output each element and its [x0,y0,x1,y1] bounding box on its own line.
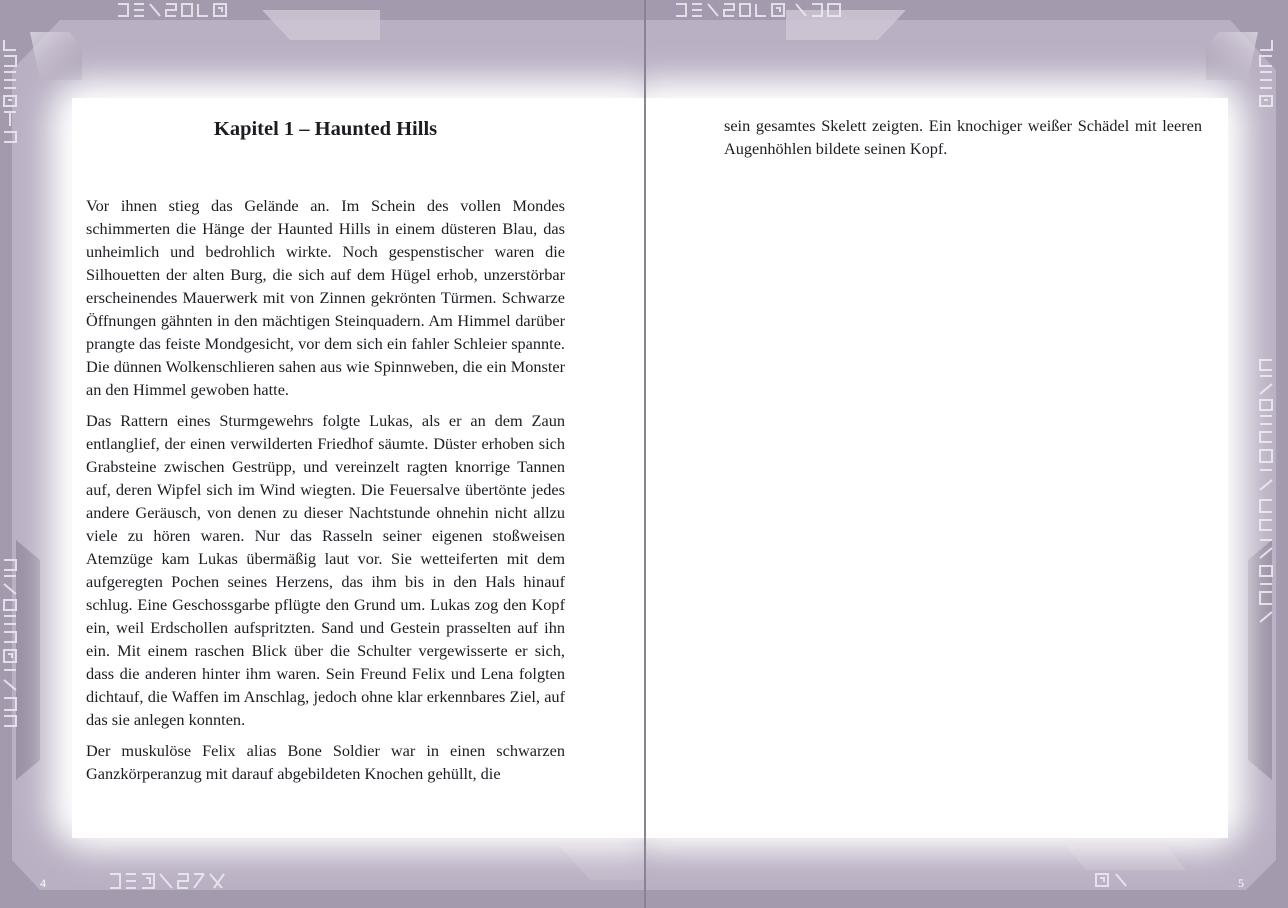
right-page-text [724,114,1202,168]
page-number-right: 5 [1238,876,1244,890]
right-page [646,0,1288,908]
paragraph: Vor ihnen stieg das Gelände an. Im Schein des vollen Mondes schimmerten die Hänge der Haunted Hills in einem düsteren Blau, das unheimlich und bedrohlich wirkte. Noch gespenstischer waren die Silhouetten der alten Burg, die sich auf dem Hügel erhob, unzerstörbar erscheinendes Mauerwerk mit von Zinnen gekrönten Türmen. Schwarze Öffnungen gähnten in den mächtigen Steinquadern. Am Himmel darüber prangte das feiste Mondgesicht, vor dem sich ein fahler Schleier spannte. Die dünnen Wolkenschlieren sahen aus wie Spinnweben, die ein Monster an den Himmel gewoben hatte. [86,196,565,399]
left-page-text [86,112,565,793]
page-number-left: 4 [40,876,46,890]
paragraph: sein gesamtes Skelett zeigten. Ein knochiger weißer Schädel mit leeren Augenhöhlen bildete seinen Kopf. [724,116,1202,158]
chapter-title: Kapitel 1 – Haunted Hills [213,118,438,140]
paragraph: Das Rattern eines Sturmgewehrs folgte Lukas, als er an dem Zaun entlanglief, der einen verwilderten Friedhof säumte. Düster erhoben sich Grabsteine zwischen Gestrüpp, und vereinzelt ragten knorrige Tannen auf, deren Wipfel sich im Wind wiegten. Die Feuersalve übertönte jedes andere Geräusch, von denen zu dieser Nachtstunde ohnehin nicht allzu viele zu hören waren. Nur das Rasseln seiner eigenen stoßweisen Atemzüge kam Lukas übermäßig laut vor. Sie wetteiferten mit dem aufgeregten Pochen seines Herzens, das ihm bis in den Hals hinauf schlug. Eine Geschossgarbe pflügte den Grund um. Lukas zog den Kopf ein, weil Erdschollen aufspritzten. Sand und Gestein prasselten auf ihn ein. Mit einem raschen Blick über die Schulter vergewisserte er sich, dass die anderen hinter ihm waren. Sein Freund Felix und Lena folgten dichtauf, die Waffen im Anschlag, jedoch ohne klar erkennbares Ziel, auf das sie anlegen konnten. [86,411,565,729]
paragraph: Der muskulöse Felix alias Bone Soldier war in einen schwarzen Ganzkörperanzug mit darauf abgebildeten Knochen gehüllt, die [86,741,565,783]
